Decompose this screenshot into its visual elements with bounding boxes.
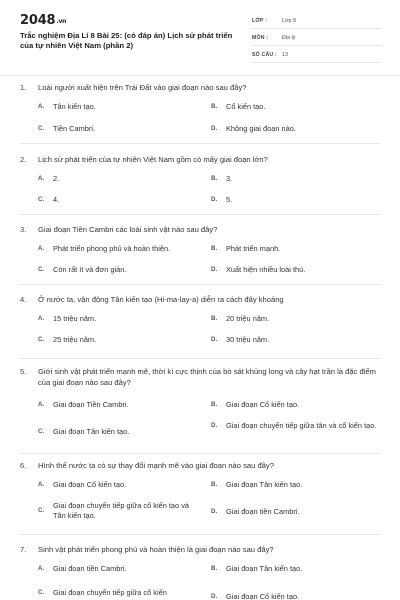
option-a[interactable]	[38, 102, 96, 112]
option-letter: B.	[211, 175, 218, 182]
option-d[interactable]	[211, 507, 300, 517]
logo-suffix: .vn	[56, 18, 67, 25]
question-number: 2.	[20, 155, 27, 164]
option-text: Giai đoạn Cổ kiến tạo.	[226, 592, 300, 600]
option-letter: C.	[38, 507, 45, 514]
option-letter: C.	[38, 125, 45, 132]
option-b[interactable]	[211, 400, 299, 410]
option-text: Giai đoạn tiền Cambri.	[53, 564, 127, 573]
meta-value: Lớp 8	[282, 18, 297, 24]
option-b[interactable]	[211, 314, 269, 324]
option-letter: C.	[38, 266, 45, 273]
question-text	[20, 224, 380, 235]
logo-text: 2048	[20, 13, 56, 28]
question-number: 3.	[20, 225, 27, 234]
option-letter: D.	[211, 508, 218, 515]
option-a[interactable]	[38, 174, 59, 184]
option-letter: D.	[211, 422, 218, 429]
divider	[20, 143, 380, 144]
meta-panel	[252, 14, 382, 65]
option-b[interactable]	[211, 244, 280, 254]
option-text: Giai đoạn Tân kiến tạo.	[53, 427, 130, 436]
option-b[interactable]	[211, 564, 302, 574]
option-letter: D.	[211, 336, 218, 343]
meta-row-class	[252, 14, 382, 29]
option-a[interactable]	[38, 400, 129, 410]
option-letter: A.	[38, 175, 45, 182]
question-number: 5.	[20, 367, 27, 376]
question-body: Hình thể nước ta có sự thay đổi mạnh mẽ vào giai đoạn nào sau đây?	[38, 461, 274, 470]
question-number: 4.	[20, 295, 27, 304]
option-letter: C.	[38, 336, 45, 343]
option-text: Giai đoạn tiền Cambri.	[226, 507, 300, 516]
option-text: Giai đoạn chuyển tiếp giữa tân và cổ kiến tạo.	[226, 421, 377, 430]
option-letter: A.	[38, 481, 45, 488]
option-d[interactable]	[211, 124, 296, 134]
option-text: 3.	[226, 174, 233, 183]
option-a[interactable]	[38, 564, 127, 574]
divider	[20, 534, 380, 535]
option-c[interactable]	[38, 588, 167, 598]
question-number: 7.	[20, 545, 27, 554]
option-text: 20 triệu năm.	[226, 314, 270, 323]
option-b[interactable]	[211, 480, 302, 490]
question-text	[20, 366, 380, 388]
option-b[interactable]	[211, 174, 232, 184]
question-3	[0, 218, 400, 288]
option-a[interactable]	[38, 480, 126, 490]
question-body: Lịch sử phát triển của tự nhiên Việt Nam gồm có mấy giai đoạn lớn?	[38, 155, 268, 164]
option-text: 25 triệu năm.	[53, 335, 97, 344]
meta-row-subject	[252, 31, 382, 46]
option-letter: A.	[38, 565, 45, 572]
question-body: Ở nước ta, vận động Tân kiến tạo (Hi-ma-lay-a) diễn ra cách đây khoảng	[38, 295, 284, 304]
document-title: Trắc nghiệm Địa Lí 8 Bài 25: (có đáp án) Lịch sử phát triển của tự nhiên Việt Nam (phần 2)	[20, 31, 233, 50]
option-b[interactable]	[211, 102, 265, 112]
option-text: Còn rất ít và đơn giản.	[53, 265, 127, 274]
option-c[interactable]	[38, 124, 95, 134]
question-1	[0, 76, 400, 148]
option-letter: B.	[211, 401, 218, 408]
option-letter: C.	[38, 196, 45, 203]
option-a[interactable]	[38, 314, 96, 324]
option-letter: D.	[211, 593, 218, 600]
meta-value: Địa lý	[282, 35, 296, 41]
option-letter: C.	[38, 589, 45, 596]
option-letter: D.	[211, 196, 218, 203]
option-text: Giai đoạn Tân kiến tạo.	[226, 564, 303, 573]
meta-label: LỚP :	[252, 18, 268, 24]
option-letter: A.	[38, 401, 45, 408]
option-letter: B.	[211, 565, 218, 572]
option-text: Cổ kiến tạo.	[226, 102, 266, 111]
option-c[interactable]	[38, 195, 59, 205]
option-letter: A.	[38, 245, 45, 252]
option-d[interactable]	[211, 195, 232, 205]
document-header	[0, 0, 400, 76]
option-text: Phát triển phong phú và hoàn thiện.	[53, 244, 171, 253]
option-d[interactable]	[211, 335, 269, 345]
divider	[20, 453, 380, 454]
option-letter: D.	[211, 266, 218, 273]
option-d[interactable]	[211, 421, 383, 431]
option-letter: B.	[211, 103, 218, 110]
meta-row-count	[252, 48, 382, 63]
option-letter: C.	[38, 428, 45, 435]
option-c[interactable]	[38, 265, 126, 275]
option-text: Phát triển mạnh.	[226, 244, 281, 253]
option-letter: B.	[211, 245, 218, 252]
option-c[interactable]	[38, 335, 96, 345]
option-text: Tiền Cambri.	[53, 124, 96, 133]
option-text: 15 triệu năm.	[53, 314, 97, 323]
question-text	[20, 544, 380, 555]
divider	[20, 214, 380, 215]
question-body: Sinh vật phát triển phong phú và hoàn thiện là giai đoạn nào sau đây?	[38, 545, 274, 554]
option-c[interactable]	[38, 427, 129, 437]
question-text	[20, 82, 380, 93]
option-a[interactable]	[38, 244, 170, 254]
question-2	[0, 148, 400, 218]
question-6	[0, 457, 400, 539]
question-body: Giới sinh vật phát triển mạnh mẽ, thời kì cực thịnh của bò sát khủng long và cây hạt trần là đặc điểm của giai đoạn nào sau đây?	[38, 367, 376, 387]
option-text: Giai đoạn Tân kiến tạo.	[226, 480, 303, 489]
option-c[interactable]	[38, 501, 208, 521]
question-4	[0, 288, 400, 358]
option-text: 2.	[53, 174, 60, 183]
question-body: Loài người xuất hiện trên Trái Đất vào giai đoạn nào sau đây?	[38, 83, 247, 92]
option-letter: A.	[38, 315, 45, 322]
site-logo[interactable]	[20, 13, 66, 28]
option-letter: D.	[211, 125, 218, 132]
question-body: Giai đoạn Tiền Cambri các loài sinh vật nào sau đây?	[38, 225, 218, 234]
question-text	[20, 460, 380, 471]
question-number: 1.	[20, 83, 27, 92]
option-letter: B.	[211, 315, 218, 322]
option-text: Giai đoạn Cổ kiến tạo.	[226, 400, 300, 409]
option-d[interactable]	[211, 265, 305, 275]
option-text: Giai đoạn chuyển tiếp giữa cổ kiến tạo và Tân kiến tạo.	[53, 501, 190, 520]
option-text: Không giai đoạn nào.	[226, 124, 296, 133]
question-7	[0, 538, 400, 600]
option-text: Giai đoạn Cổ kiến tạo.	[53, 480, 127, 489]
divider	[20, 284, 380, 285]
meta-label: SỐ CÂU :	[252, 52, 277, 58]
option-letter: A.	[38, 103, 45, 110]
divider	[20, 358, 380, 359]
question-5	[0, 362, 400, 454]
option-text: Giai đoạn chuyển tiếp giữa cổ kiến	[53, 588, 167, 597]
meta-value: 13	[282, 52, 288, 58]
question-text	[20, 294, 380, 305]
question-text	[20, 154, 380, 165]
option-text: 30 triệu năm.	[226, 335, 270, 344]
option-text: 4.	[53, 195, 60, 204]
question-number: 6.	[20, 461, 27, 470]
option-d[interactable]	[211, 592, 299, 600]
option-text: 5.	[226, 195, 233, 204]
option-letter: B.	[211, 481, 218, 488]
meta-label: MÔN :	[252, 35, 269, 41]
option-text: Xuất hiện nhiều loài thú.	[226, 265, 306, 274]
option-text: Giai đoạn Tiền Cambri.	[53, 400, 129, 409]
option-text: Tân kiến tạo.	[53, 102, 96, 111]
